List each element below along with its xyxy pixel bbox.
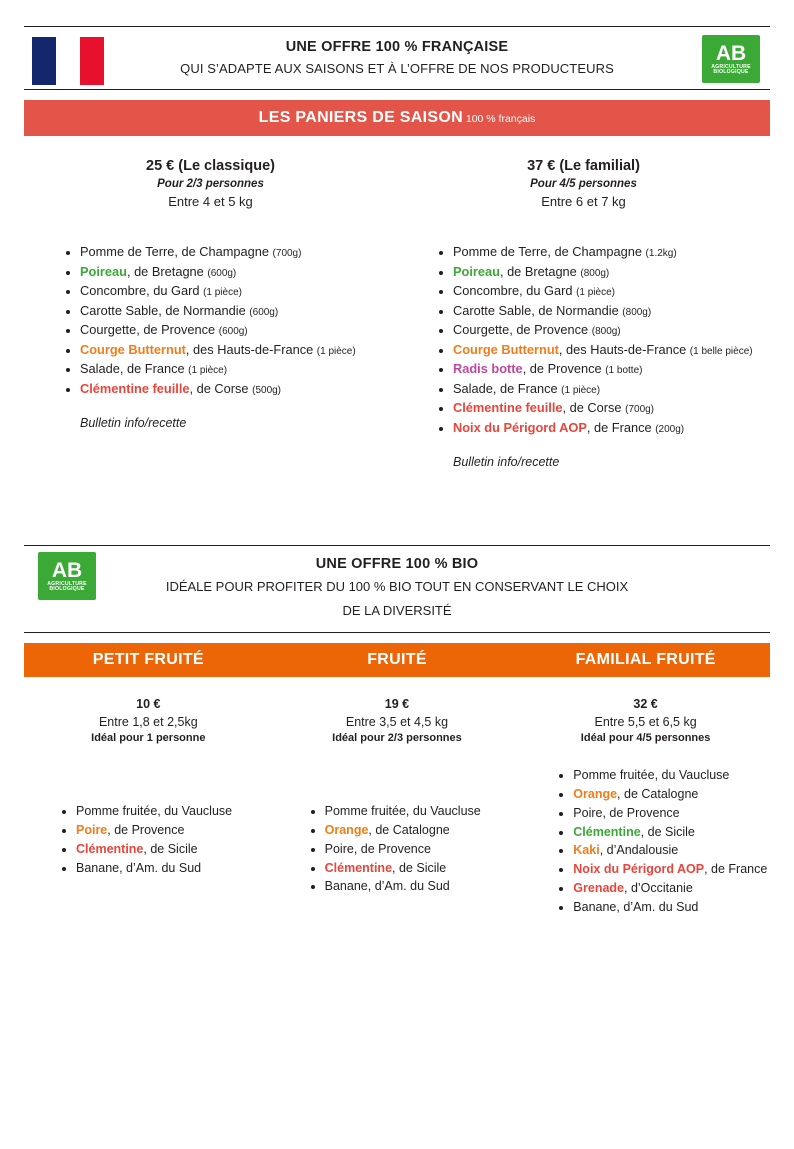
french-flag-icon — [32, 37, 104, 85]
basket-price: 25 € (Le classique) — [146, 158, 275, 174]
item-origin: , du Gard — [519, 283, 577, 299]
list-familial-fruite — [521, 766, 770, 916]
item-name: Carotte Sable — [80, 302, 159, 318]
item-name: Pomme fruitée — [76, 804, 158, 819]
basket-classique-items — [24, 243, 397, 398]
page-title: UNE OFFRE 100 % FRANÇAISE — [285, 38, 509, 55]
list-item — [573, 766, 770, 785]
item-origin: , de Champagne — [547, 244, 646, 259]
item-quantity: (700g) — [625, 404, 655, 416]
item-origin: , du Vaucluse — [405, 804, 481, 819]
item-name: Salade — [453, 380, 493, 396]
item-origin: , des Hauts-de-France — [558, 341, 690, 357]
list-item — [325, 802, 522, 821]
price-value: 32 € — [633, 697, 658, 712]
item-name: Clémentine — [76, 841, 144, 856]
item-origin: , d’Occitanie — [624, 880, 693, 895]
ab-logo-sub2: BIOLOGIQUE — [49, 586, 85, 593]
item-name: Poireau — [453, 263, 500, 279]
item-quantity: (800g) — [591, 326, 621, 338]
item-quantity: (800g) — [580, 267, 610, 279]
price-ideal: Idéal pour 4/5 personnes — [580, 732, 711, 745]
list-item — [80, 360, 397, 379]
bio-title: UNE OFFRE 100 % BIO — [315, 556, 479, 573]
list-item — [573, 879, 770, 898]
price-petit-fruite — [24, 697, 273, 744]
item-quantity: (1 belle pièce) — [689, 345, 753, 357]
item-name: Concombre — [80, 283, 147, 299]
basket-classique-header — [24, 158, 397, 209]
item-origin: , de France — [704, 862, 768, 877]
item-quantity: (600g) — [249, 306, 279, 318]
item-name: Pomme de Terre — [453, 244, 548, 259]
banner-paniers-de-saison — [24, 100, 770, 136]
fruite-lists — [24, 766, 770, 916]
item-origin: , de Bretagne — [126, 263, 208, 279]
list-item — [573, 841, 770, 860]
item-name: Radis botte — [453, 361, 523, 377]
item-origin: , de Provence — [353, 841, 431, 856]
list-item — [453, 419, 770, 438]
basket-weight: Entre 4 et 5 kg — [168, 194, 253, 209]
list-item — [325, 859, 522, 878]
basket-familial — [397, 158, 770, 469]
item-origin: , de Provence — [602, 805, 680, 820]
header-francaise — [24, 27, 770, 89]
item-origin: , de Catalogne — [617, 787, 699, 802]
item-name: Clémentine — [573, 824, 641, 839]
list-item — [453, 360, 770, 379]
item-name: Clémentine — [324, 860, 393, 875]
header-bio — [24, 546, 770, 632]
item-name: Courge Butternut — [453, 341, 559, 357]
list-fruite — [273, 766, 522, 916]
item-quantity: (800g) — [622, 306, 652, 318]
list-item — [76, 802, 273, 821]
item-name: Pomme fruitée — [324, 804, 406, 819]
item-origin: , de France — [119, 361, 189, 377]
list-item — [325, 840, 522, 859]
item-quantity: (1 pièce) — [203, 287, 242, 299]
item-quantity: (600g) — [207, 267, 237, 279]
list-item — [453, 399, 770, 418]
list-item — [76, 821, 273, 840]
item-quantity: (500g) — [252, 384, 282, 396]
item-origin: , de Normandie — [158, 302, 250, 318]
basket-classique — [24, 158, 397, 469]
list-item — [80, 302, 397, 321]
item-name: Clémentine feuille — [80, 380, 190, 396]
banner-fruite-categories — [24, 643, 770, 677]
list-item — [80, 380, 397, 399]
section-offre-francaise — [24, 26, 770, 469]
basket-persons: Pour 2/3 personnes — [157, 178, 264, 190]
list-item — [80, 263, 397, 282]
list-item — [76, 859, 273, 878]
item-quantity: (1 pièce) — [316, 345, 356, 357]
item-origin: , du Vaucluse — [157, 804, 233, 819]
item-name: Noix du Périgord AOP — [573, 862, 705, 877]
ab-logo-sub2: BIOLOGIQUE — [713, 69, 749, 75]
section-offre-bio — [24, 545, 770, 916]
price-weight: Entre 5,5 et 6,5 kg — [594, 715, 697, 730]
item-name: Concombre — [453, 283, 520, 299]
item-origin: , de France — [586, 419, 656, 435]
item-name: Poire — [573, 805, 603, 820]
item-origin: , de Normandie — [531, 302, 623, 318]
item-origin: , de Bretagne — [499, 263, 581, 279]
ab-logo-main: AB — [715, 41, 747, 65]
page-subtitle: QUI S’ADAPTE AUX SAISONS ET À L’OFFRE DE NOS PRODUCTEURS — [180, 60, 614, 76]
item-name: Banane — [324, 879, 368, 894]
fruite-prices — [24, 697, 770, 744]
basket-price: 37 € (Le familial) — [527, 158, 640, 174]
bio-subtitle-line1: IDÉALE POUR PROFITER DU 100 % BIO TOUT EN CONSERVANT LE CHOIX — [165, 579, 629, 595]
list-item — [76, 840, 273, 859]
list-item — [453, 302, 770, 321]
list-item — [80, 341, 397, 360]
item-name: Kaki — [573, 843, 600, 858]
item-name: Pomme de Terre — [80, 244, 175, 259]
item-quantity: (700g) — [272, 248, 302, 259]
item-origin: , de Catalogne — [368, 823, 450, 838]
price-ideal: Idéal pour 1 personne — [91, 732, 206, 745]
banner-familial-fruite: FAMILIAL FRUITÉ — [575, 651, 716, 669]
item-name: Orange — [573, 787, 618, 802]
item-name: Clémentine feuille — [453, 400, 563, 416]
list-item — [80, 282, 397, 301]
item-origin: , d’Am. du Sud — [616, 899, 699, 914]
basket-familial-items — [397, 243, 770, 437]
list-item — [573, 804, 770, 823]
basket-weight: Entre 6 et 7 kg — [541, 194, 626, 209]
banner-petit-fruite: PETIT FRUITÉ — [92, 651, 204, 669]
item-name: Pomme fruitée — [573, 768, 655, 783]
list-item — [573, 823, 770, 842]
item-origin: , de Corse — [562, 400, 626, 416]
item-name: Courge Butternut — [80, 341, 186, 357]
price-value: 10 € — [136, 697, 161, 712]
item-quantity: (1.2kg) — [645, 248, 677, 259]
item-origin: , du Vaucluse — [654, 768, 730, 783]
price-fruite — [273, 697, 522, 744]
list-item — [573, 898, 770, 917]
list-item — [453, 321, 770, 340]
divider-under-header-2 — [24, 632, 770, 633]
item-origin: , de Sicile — [640, 824, 695, 839]
item-origin: , du Gard — [146, 283, 204, 299]
list-items — [273, 766, 522, 896]
list-item — [453, 263, 770, 282]
banner-title: LES PANIERS DE SAISON — [258, 109, 463, 126]
item-origin: , de Provence — [107, 823, 185, 838]
list-item — [573, 785, 770, 804]
item-origin: , de Sicile — [392, 860, 447, 875]
item-origin: , de Corse — [189, 380, 253, 396]
list-item — [453, 380, 770, 399]
list-item — [80, 243, 397, 262]
document-page — [0, 26, 794, 1149]
basket-classique-bulletin: Bulletin info/recette — [80, 416, 187, 431]
list-petit-fruite — [24, 766, 273, 916]
item-quantity: (1 botte) — [605, 365, 643, 377]
ab-logo-sub1: AGRICULTURE — [47, 581, 87, 588]
item-name: Poireau — [80, 263, 127, 279]
divider-under-header — [24, 89, 770, 90]
item-quantity: (1 pièce) — [561, 384, 601, 396]
item-name: Banane — [573, 899, 617, 914]
ab-logo-main: AB — [51, 559, 83, 583]
price-value: 19 € — [384, 697, 410, 712]
basket-familial-header — [397, 158, 770, 209]
bio-subtitle-line2: DE LA DIVERSITÉ — [342, 603, 452, 619]
price-weight: Entre 1,8 et 2,5kg — [98, 715, 198, 730]
item-origin: , de Sicile — [143, 841, 198, 856]
list-item — [453, 282, 770, 301]
item-origin: , d’Andalousie — [599, 843, 679, 858]
item-quantity: (200g) — [655, 423, 685, 435]
list-item — [325, 821, 522, 840]
header-titles — [180, 39, 614, 76]
ab-bio-logo-icon — [38, 552, 96, 600]
ab-logo-sub1: AGRICULTURE — [711, 63, 751, 70]
banner-fruite: FRUITÉ — [367, 651, 427, 669]
list-items — [521, 766, 770, 916]
list-item — [325, 877, 522, 896]
item-quantity: (600g) — [218, 326, 248, 338]
price-familial-fruite — [521, 697, 770, 744]
item-name: Carotte Sable — [453, 302, 532, 318]
item-name: Poire — [76, 823, 108, 838]
baskets-columns — [24, 158, 770, 469]
item-name: Grenade — [573, 880, 624, 895]
item-origin: , de Champagne — [174, 244, 273, 259]
item-name: Noix du Périgord AOP — [453, 419, 587, 435]
item-quantity: (1 pièce) — [188, 365, 228, 377]
item-origin: , d’Am. du Sud — [119, 860, 202, 875]
list-items — [24, 766, 273, 877]
item-origin: , de France — [492, 380, 562, 396]
basket-familial-bulletin: Bulletin info/recette — [453, 455, 560, 470]
price-weight: Entre 3,5 et 4,5 kg — [345, 715, 449, 730]
item-name: Orange — [324, 823, 369, 838]
basket-persons: Pour 4/5 personnes — [530, 178, 637, 190]
price-ideal: Idéal pour 2/3 personnes — [332, 732, 462, 745]
list-item — [453, 341, 770, 360]
list-item — [453, 243, 770, 262]
item-quantity: (1 pièce) — [576, 287, 615, 299]
item-origin: , d’Am. du Sud — [367, 879, 450, 894]
item-origin: , de Provence — [136, 322, 219, 338]
item-origin: , des Hauts-de-France — [185, 341, 317, 357]
item-origin: , de Provence — [522, 361, 606, 377]
ab-bio-logo-icon — [702, 35, 760, 83]
item-name: Courgette — [453, 322, 510, 338]
item-origin: , de Provence — [509, 322, 592, 338]
item-name: Courgette — [80, 322, 137, 338]
list-item — [573, 860, 770, 879]
item-name: Poire — [324, 841, 354, 856]
banner-subtitle: 100 % français — [462, 113, 536, 125]
item-name: Banane — [76, 860, 120, 875]
list-item — [80, 321, 397, 340]
item-name: Salade — [80, 361, 120, 377]
